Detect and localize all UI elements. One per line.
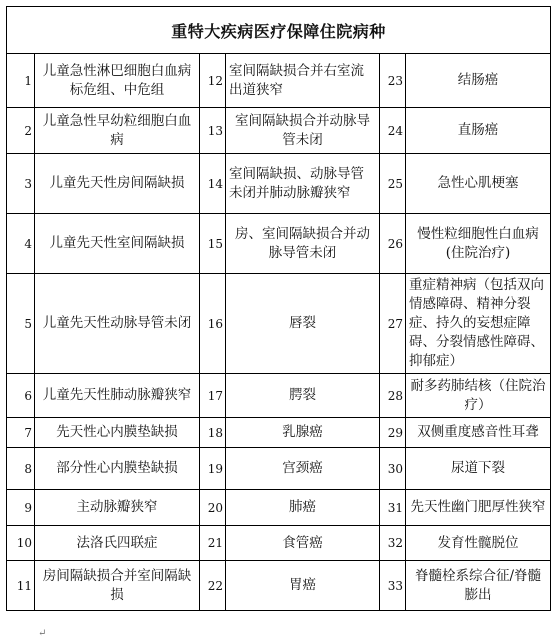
table-title: 重特大疾病医疗保障住院病种 [7,7,551,54]
row-number: 21 [200,526,226,561]
row-number: 13 [200,108,226,154]
disease-name: 双侧重度感音性耳聋 [406,418,551,448]
row-number: 28 [380,374,406,418]
disease-name: 尿道下裂 [406,448,551,490]
row-number: 17 [200,374,226,418]
table-row [7,214,551,274]
disease-name: 儿童急性早幼粒细胞白血病 [35,108,200,154]
row-number: 22 [200,561,226,611]
row-number: 18 [200,418,226,448]
table-row [7,448,551,490]
row-number: 12 [200,54,226,108]
row-number: 9 [7,490,35,526]
disease-name: 发育性髋脱位 [406,526,551,561]
disease-name: 法洛氏四联症 [35,526,200,561]
disease-name: 房、室间隔缺损合并动脉导管未闭 [226,214,380,274]
table-row [7,561,551,611]
disease-name: 儿童先天性肺动脉瓣狭窄 [35,374,200,418]
disease-name: 重症精神病（包括双向情感障碍、精神分裂症、持久的妄想症障碍、分裂情感性障碍、抑郁症） [406,274,551,374]
disease-name: 儿童急性淋巴细胞白血病标危组、中危组 [35,54,200,108]
disease-name: 部分性心内膜垫缺损 [35,448,200,490]
row-number: 2 [7,108,35,154]
disease-name: 宫颈癌 [226,448,380,490]
disease-name: 脊髓栓系综合征/脊髓膨出 [406,561,551,611]
disease-name: 先天性幽门肥厚性狭窄 [406,490,551,526]
row-number: 10 [7,526,35,561]
disease-name: 儿童先天性室间隔缺损 [35,214,200,274]
row-number: 33 [380,561,406,611]
table-row [7,54,551,108]
row-number: 6 [7,374,35,418]
disease-name: 唇裂 [226,274,380,374]
row-number: 3 [7,154,35,214]
disease-name: 房间隔缺损合并室间隔缺损 [35,561,200,611]
disease-name: 耐多药肺结核（住院治疗） [406,374,551,418]
table-row [7,274,551,374]
row-number: 20 [200,490,226,526]
disease-name: 儿童先天性房间隔缺损 [35,154,200,214]
disease-name: 结肠癌 [406,54,551,108]
row-number: 32 [380,526,406,561]
row-number: 4 [7,214,35,274]
row-number: 29 [380,418,406,448]
disease-name: 腭裂 [226,374,380,418]
document-page [6,6,550,611]
row-number: 14 [200,154,226,214]
row-number: 1 [7,54,35,108]
disease-name: 胃癌 [226,561,380,611]
disease-name: 食管癌 [226,526,380,561]
table-row [7,418,551,448]
disease-name: 急性心肌梗塞 [406,154,551,214]
row-number: 31 [380,490,406,526]
disease-name: 室间隔缺损、动脉导管未闭并肺动脉瓣狭窄 [226,154,380,214]
row-number: 23 [380,54,406,108]
row-number: 30 [380,448,406,490]
row-number: 26 [380,214,406,274]
paragraph-mark: ↵ [38,628,47,639]
disease-name: 直肠癌 [406,108,551,154]
disease-name: 先天性心内膜垫缺损 [35,418,200,448]
row-number: 19 [200,448,226,490]
row-number: 8 [7,448,35,490]
row-number: 7 [7,418,35,448]
row-number: 16 [200,274,226,374]
disease-name: 肺癌 [226,490,380,526]
row-number: 27 [380,274,406,374]
row-number: 24 [380,108,406,154]
disease-name: 慢性粒细胞性白血病(住院治疗) [406,214,551,274]
disease-name: 主动脉瓣狭窄 [35,490,200,526]
table-row [7,526,551,561]
row-number: 5 [7,274,35,374]
disease-name: 儿童先天性动脉导管未闭 [35,274,200,374]
table-row [7,154,551,214]
disease-table [6,6,551,611]
row-number: 15 [200,214,226,274]
disease-name: 乳腺癌 [226,418,380,448]
row-number: 25 [380,154,406,214]
disease-name: 室间隔缺损合并右室流出道狭窄 [226,54,380,108]
table-row [7,374,551,418]
title-row [7,7,551,54]
table-row [7,490,551,526]
table-row [7,108,551,154]
disease-name: 室间隔缺损合并动脉导管未闭 [226,108,380,154]
row-number: 11 [7,561,35,611]
